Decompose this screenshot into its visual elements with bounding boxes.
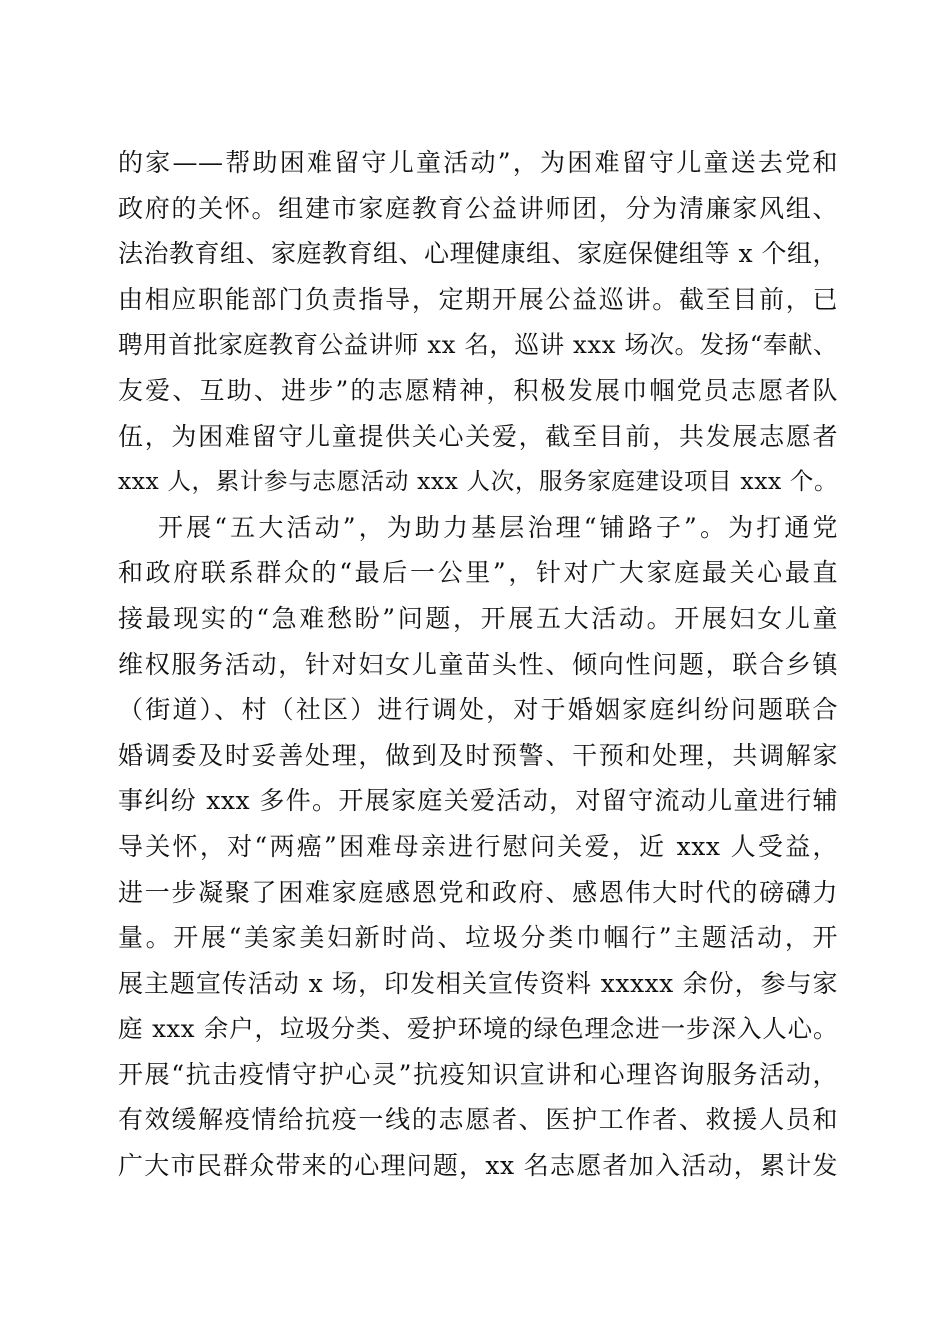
- text-line: 由相应职能部门负责指导，定期开展公益巡讲。截至目前，已: [118, 284, 838, 314]
- text-line: 和政府联系群众的“最后一公里”，针对广大家庭最关心最直: [118, 558, 838, 588]
- paragraph-start-line: 开展“五大活动”，为助力基层治理“铺路子”。为打通党: [158, 512, 838, 542]
- text-line: 法治教育组、家庭教育组、心理健康组、家庭保健组等 x 个组，: [118, 239, 838, 269]
- text-line: 接最现实的“急难愁盼”问题，开展五大活动。开展妇女儿童: [118, 603, 838, 633]
- text-line: 友爱、互助、进步”的志愿精神，积极发展巾帼党员志愿者队: [118, 375, 838, 405]
- text-line: 庭 xxx 余户，垃圾分类、爱护环境的绿色理念进一步深入人心。: [118, 1014, 838, 1044]
- text-line: 维权服务活动，针对妇女儿童苗头性、倾向性问题，联合乡镇: [118, 649, 838, 679]
- text-line: xxx 人，累计参与志愿活动 xxx 人次，服务家庭建设项目 xxx 个。: [118, 467, 838, 496]
- text-line: 展主题宣传活动 x 场，印发相关宣传资料 xxxxx 余份，参与家: [118, 968, 838, 998]
- text-line: 量。开展“美家美妇新时尚、垃圾分类巾帼行”主题活动，开: [118, 923, 838, 953]
- text-line: 政府的关怀。组建市家庭教育公益讲师团，分为清廉家风组、: [118, 193, 838, 223]
- text-line: 进一步凝聚了困难家庭感恩党和政府、感恩伟大时代的磅礴力: [118, 877, 838, 907]
- text-line: 聘用首批家庭教育公益讲师 xx 名，巡讲 xxx 场次。发扬“奉献、: [118, 330, 838, 360]
- text-line: 的家——帮助困难留守儿童活动”，为困难留守儿童送去党和: [118, 148, 838, 177]
- text-line: 导关怀，对“两癌”困难母亲进行慰问关爱，近 xxx 人受益，: [118, 831, 838, 861]
- text-line: （街道）、村（社区）进行调处，对于婚姻家庭纠纷问题联合: [118, 695, 838, 725]
- text-line: 伍，为困难留守儿童提供关心关爱，截至目前，共发展志愿者: [118, 421, 838, 451]
- text-line: 婚调委及时妥善处理，做到及时预警、干预和处理，共调解家: [118, 740, 838, 770]
- text-line: 有效缓解疫情给抗疫一线的志愿者、医护工作者、救援人员和: [118, 1105, 838, 1135]
- text-line: 事纠纷 xxx 多件。开展家庭关爱活动，对留守流动儿童进行辅: [118, 786, 838, 816]
- text-line: 广大市民群众带来的心理问题，xx 名志愿者加入活动，累计发: [118, 1151, 838, 1181]
- body-text: [118, 140, 838, 1189]
- text-line: 开展“抗击疫情守护心灵”抗疫知识宣讲和心理咨询服务活动，: [118, 1059, 838, 1089]
